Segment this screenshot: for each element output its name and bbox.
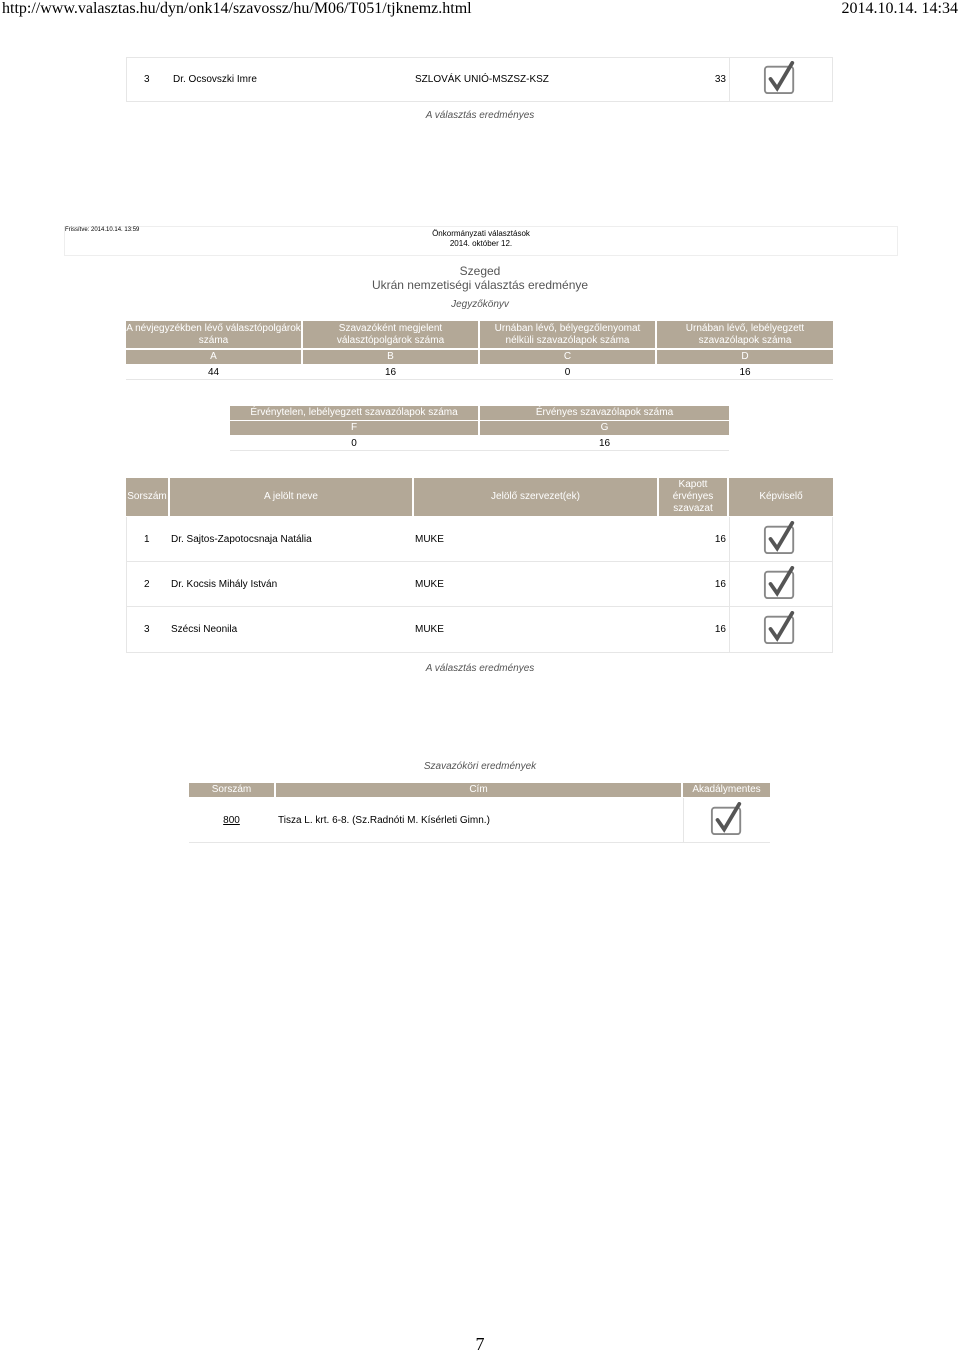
table-row: [126, 57, 833, 102]
checkmark-icon: [763, 521, 797, 555]
header-registered: A névjegyzékben lévő választópolgárok száma: [126, 321, 301, 348]
district-title: Szavazóköri eredmények: [423, 761, 537, 772]
letter-d: D: [657, 350, 833, 364]
election-date: 2014. október 12.: [449, 239, 513, 248]
city-title: Szeged: [459, 264, 501, 278]
checkmark-icon: [763, 61, 797, 95]
checkmark-icon: [763, 566, 797, 600]
table-row: [126, 365, 833, 380]
candidate-name: Szécsi Neonila: [171, 624, 238, 635]
result-status: A választás eredményes: [425, 663, 535, 674]
candidate-org: MUKE: [415, 624, 444, 635]
header-name: A jelölt neve: [170, 478, 412, 516]
header-valid: Érvényes szavazólapok száma: [480, 406, 729, 420]
election-subtitle: Ukrán nemzetiségi választás eredménye: [371, 278, 589, 292]
row-number: 1: [144, 533, 150, 545]
candidate-org: MUKE: [415, 533, 444, 545]
election-name: Önkormányzati választások: [432, 229, 530, 238]
checkmark-icon: [710, 802, 744, 836]
updated-label: Frissítve: 2014.10.14. 13:59: [65, 227, 140, 233]
header-accessible: Akadálymentes: [683, 783, 770, 797]
header-address: Cím: [276, 783, 681, 797]
candidate-name: Dr. Ocsovszki Imre: [173, 74, 257, 85]
header-unstamped: Urnában lévő, bélyegzőlenyomat nélküli szavazólapok száma: [480, 321, 655, 348]
value-g: 16: [598, 437, 611, 449]
row-number: 3: [144, 624, 150, 635]
header-votes: Kapott érvényes szavazat: [659, 478, 727, 516]
value-f: 0: [351, 437, 357, 449]
district-number-link[interactable]: 800: [223, 814, 240, 826]
header-org: Jelölő szervezet(ek): [414, 478, 657, 516]
district-address: Tisza L. krt. 6-8. (Sz.Radnóti M. Kísérleti Gimn.): [278, 814, 490, 826]
page-url: http://www.valasztas.hu/dyn/onk14/szavossz/hu/M06/T051/tjknemz.html: [2, 0, 472, 17]
header-number: Sorszám: [126, 478, 168, 516]
candidate-org: SZLOVÁK UNIÓ-MSZSZ-KSZ: [415, 74, 549, 85]
letter-g: G: [480, 421, 729, 435]
value-d: 16: [739, 366, 751, 378]
candidate-votes: 16: [714, 533, 726, 545]
candidate-org: MUKE: [415, 578, 444, 590]
table-row: [189, 798, 770, 843]
header-appeared: Szavazóként megjelent választópolgárok száma: [303, 321, 478, 348]
table-row: [126, 517, 833, 562]
table-row: [126, 562, 833, 607]
table-row: [230, 436, 729, 451]
candidate-name: Dr. Sajtos-Zapotocsnaja Natália: [171, 533, 312, 545]
value-b: 16: [384, 366, 397, 378]
candidate-votes: 33: [714, 74, 726, 85]
result-status: A választás eredményes: [425, 110, 535, 121]
candidate-votes: 16: [714, 624, 726, 635]
header-invalid: Érvénytelen, lebélyegzett szavazólapok száma: [230, 406, 478, 420]
header-district-number: Sorszám: [189, 783, 274, 797]
letter-a: A: [126, 350, 301, 364]
print-datetime: 2014.10.14. 14:34: [841, 0, 958, 17]
value-a: 44: [207, 366, 220, 378]
letter-f: F: [230, 421, 478, 435]
meta-bar: [64, 226, 898, 256]
row-number: 2: [144, 578, 150, 590]
protocol-label: Jegyzőkönyv: [451, 299, 509, 310]
table-row: [126, 607, 833, 653]
candidate-votes: 16: [714, 578, 726, 590]
row-number: 3: [144, 74, 150, 85]
letter-b: B: [303, 350, 478, 364]
candidate-name: Dr. Kocsis Mihály István: [171, 578, 278, 590]
page-number: 7: [475, 1334, 485, 1354]
value-c: 0: [564, 366, 571, 378]
header-representative: Képviselő: [729, 478, 833, 516]
header-stamped: Urnában lévő, lebélyegzett szavazólapok száma: [657, 321, 833, 348]
checkmark-icon: [763, 611, 797, 645]
letter-c: C: [480, 350, 655, 364]
